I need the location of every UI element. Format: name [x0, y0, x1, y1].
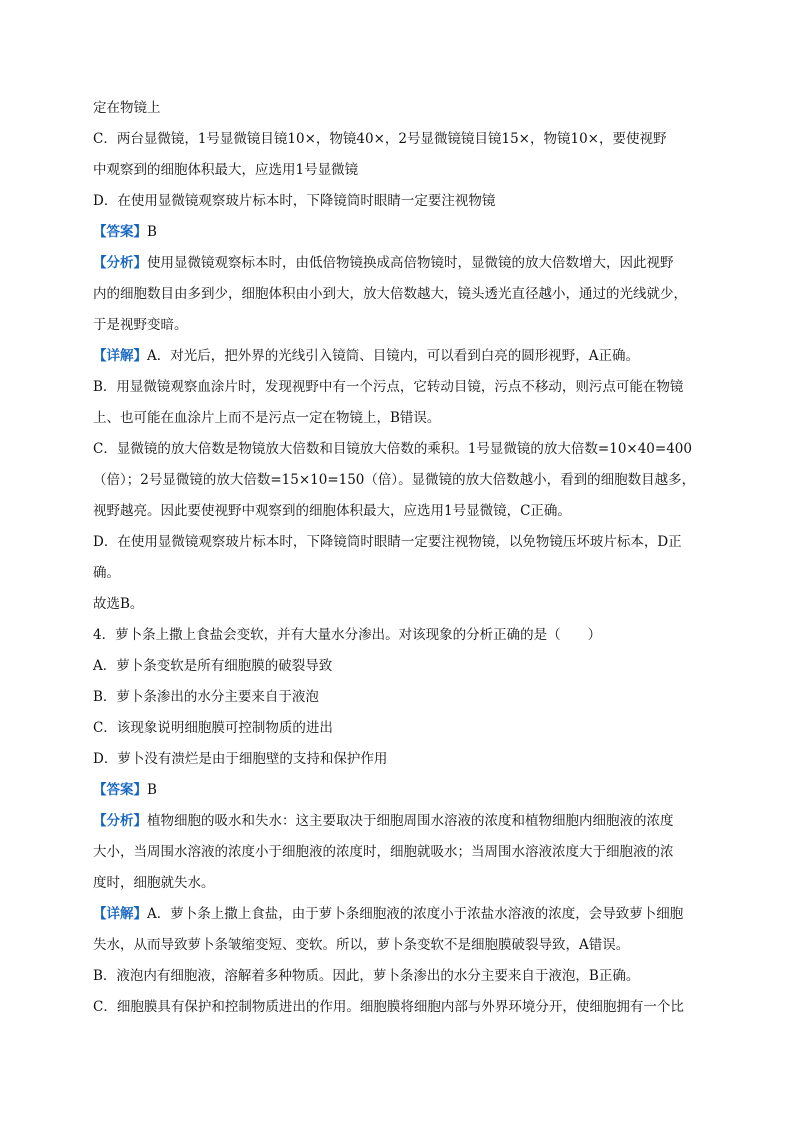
q4-detail-line-4: C．细胞膜具有保护和控制物质进出的作用。细胞膜将细胞内部与外界环境分开，使细胞拥有一个比 — [93, 999, 684, 1015]
detail-tag: 【详解】 — [93, 348, 147, 364]
q4-answer-value: B — [147, 782, 157, 798]
answer-tag: 【答案】 — [93, 224, 147, 240]
question-4-stem: 4．萝卜条上撒上食盐会变软，并有大量水分渗出。对该现象的分析正确的是（ ） — [93, 627, 602, 643]
detail-line-2: B．用显微镜观察血涂片时，发现视野中有一个污点，它转动目镜，污点不移动，则污点可能在物镜 — [93, 379, 684, 395]
detail-line-3: 上、也可能在血涂片上而不是污点一定在物镜上，B错误。 — [93, 410, 441, 426]
q4-analysis-line-2: 大小，当周围水溶液的浓度小于细胞液的浓度时，细胞就吸水；当周围水溶液浓度大于细胞液的浓 — [93, 844, 674, 860]
q4-option-c: C．该现象说明细胞膜可控制物质的进出 — [93, 720, 333, 736]
detail-line-4: C．显微镜的放大倍数是物镜放大倍数和目镜放大倍数的乘积。1号显微镜的放大倍数=10×40=400 — [93, 441, 692, 457]
detail-line-8: 确。 — [93, 565, 120, 581]
q4-analysis-text: 植物细胞的吸水和失水：这主要取决于细胞周围水溶液的浓度和植物细胞内细胞液的浓度 — [147, 813, 674, 829]
q4-detail-text: A．萝卜条上撒上食盐，由于萝卜条细胞液的浓度小于浓盐水溶液的浓度，会导致萝卜细胞 — [147, 906, 684, 922]
option-d: D．在使用显微镜观察玻片标本时，下降镜筒时眼睛一定要注视物镜 — [93, 193, 496, 209]
analysis-line-1 — [93, 253, 713, 273]
option-c-line-1: C．两台显微镜，1号显微镜目镜10×，物镜40×，2号显微镜镜目镜15×，物镜10×，要使视野 — [93, 131, 667, 147]
q4-detail-line-2: 失水，从而导致萝卜条皱缩变短、变软。所以，萝卜条变软不是细胞膜破裂导致，A错误。 — [93, 937, 630, 953]
q4-detail-tag: 【详解】 — [93, 906, 147, 922]
detail-text: A．对光后，把外界的光线引入镜筒、目镜内，可以看到白亮的圆形视野，A正确。 — [147, 348, 639, 364]
conclusion: 故选B。 — [93, 596, 144, 612]
detail-line-6: 视野越亮。因此要使视野中观察到的细胞体积最大，应选用1号显微镜，C正确。 — [93, 503, 571, 519]
analysis-tag: 【分析】 — [93, 255, 147, 271]
q4-answer-tag: 【答案】 — [93, 782, 147, 798]
detail-line-5: （倍）；2号显微镜的放大倍数=15×10=150（倍）。显微镜的放大倍数越小，看到的细胞数目越多， — [93, 472, 696, 488]
q4-answer-line — [93, 780, 713, 800]
analysis-text: 使用显微镜观察标本时，由低倍物镜换成高倍物镜时，显微镜的放大倍数增大，因此视野 — [147, 255, 674, 271]
detail-line-7: D．在使用显微镜观察玻片标本时，下降镜筒时眼睛一定要注视物镜，以免物镜压坏玻片标本，D正 — [93, 534, 682, 550]
detail-line-1 — [93, 346, 713, 366]
q4-analysis-tag: 【分析】 — [93, 813, 147, 829]
q4-detail-line-1 — [93, 904, 713, 924]
q4-detail-line-3: B．液泡内有细胞液，溶解着多种物质。因此，萝卜条渗出的水分主要来自于液泡，B正确。 — [93, 968, 640, 984]
q4-option-b: B．萝卜条渗出的水分主要来自于液泡 — [93, 689, 319, 705]
option-c-line-2: 中观察到的细胞体积最大，应选用1号显微镜 — [93, 162, 359, 178]
q4-analysis-line-1 — [93, 811, 713, 831]
q4-option-a: A．萝卜条变软是所有细胞膜的破裂导致 — [93, 658, 333, 674]
q4-analysis-line-3: 度时，细胞就失水。 — [93, 875, 215, 891]
analysis-line-2: 内的细胞数目由多到少，细胞体积由小到大，放大倍数越大，镜头透光直径越小，通过的光线就少， — [93, 286, 687, 302]
option-b-tail: 定在物镜上 — [93, 100, 161, 116]
analysis-line-3: 于是视野变暗。 — [93, 317, 188, 333]
answer-value: B — [147, 224, 157, 240]
answer-line — [93, 222, 713, 242]
q4-option-d: D．萝卜没有溃烂是由于细胞壁的支持和保护作用 — [93, 751, 388, 767]
